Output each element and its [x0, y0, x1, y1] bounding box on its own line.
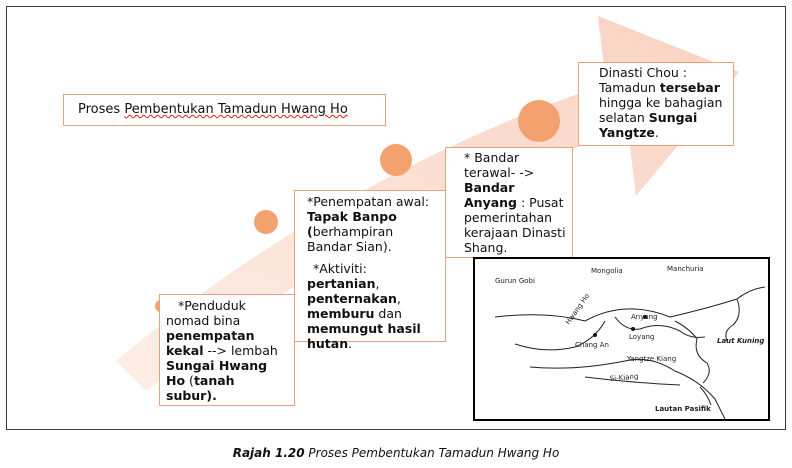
step2-l2b: pertanian [307, 276, 376, 291]
step2-l2h: memungut hasil hutan [307, 321, 421, 351]
map-label-hwang-ho: Hwang Ho [564, 292, 592, 327]
map-drawing [475, 259, 768, 419]
step2-l2c: , [375, 276, 380, 291]
step2-l2f: memburu [307, 306, 375, 321]
step-box-3 [445, 147, 573, 258]
title-prefix: Proses [78, 102, 125, 117]
map-label-lautan-pasifik: Lautan Pasifik [655, 405, 711, 413]
map-label-si-kiang: Si-Kiang [609, 372, 639, 383]
step1-text: Penduduk nomad bina [166, 298, 246, 328]
step-dot-3 [380, 144, 412, 176]
step2-line1 [307, 194, 435, 254]
step2-line2 [307, 261, 435, 351]
step2-l2a: *Aktiviti: [313, 261, 367, 276]
step4-a: Dinasti Chou : Tamadun [599, 65, 687, 95]
step-box-2 [294, 190, 446, 351]
step4-c: hingga ke bahagian selatan [599, 95, 723, 125]
step1-text3: ( [189, 373, 194, 388]
map-label-chang-an: Chang An [575, 341, 609, 349]
step2-l2e: , [396, 291, 401, 306]
map-label-laut-kuning: Laut Kuning [717, 337, 765, 345]
step2-l1d: berhampiran Bandar Sian). [307, 224, 394, 254]
step4-b: tersebar [659, 80, 720, 95]
map-dot-changan [593, 333, 597, 337]
step1-bold1: penempatan kekal [166, 328, 255, 358]
figure-caption [0, 446, 792, 460]
step-box-4 [578, 62, 734, 146]
step-dot-4 [518, 100, 560, 142]
step4-d: Sungai Yangtze [599, 110, 698, 140]
step-box-1 [159, 294, 295, 406]
step1-bold3: tanah subur). [166, 373, 235, 403]
step-dot-2 [254, 210, 278, 234]
map-label-yangtze: Yangtze Kiang [627, 355, 677, 363]
step3-a: * Bandar terawal- -> [464, 150, 535, 180]
step2-l2d: penternakan [307, 291, 397, 306]
map-label-loyang: Loyang [629, 333, 655, 341]
map-dot-loyang [631, 327, 635, 331]
step3-b: Bandar Anyang [464, 180, 518, 210]
caption-text: Proses Pembentukan Tamadun Hwang Ho [308, 446, 560, 460]
step2-l2i: . [348, 336, 353, 351]
step3-c: : Pusat pemerintahan kerajaan Dinasti Shang. [464, 195, 566, 255]
map-ancient-china [473, 257, 770, 421]
step2-l1c: ( [307, 224, 313, 239]
step1-star: * [178, 298, 185, 313]
map-label-gurun-gobi: Gurun Gobi [495, 277, 535, 285]
title-underlined: Pembentukan Tamadun Hwang Ho [124, 102, 348, 117]
step1-text2: --> lembah [203, 343, 278, 358]
step4-e: . [654, 125, 659, 140]
step1-bold2: Sungai Hwang Ho [166, 358, 268, 388]
step2-l2g: dan [374, 306, 402, 321]
map-label-manchuria: Manchuria [667, 265, 704, 273]
step2-l1b: Tapak Banpo [307, 209, 397, 224]
map-label-anyang: Anyang [631, 313, 658, 321]
diagram-title [63, 94, 386, 126]
step2-l1a: *Penempatan awal: [307, 194, 430, 209]
caption-label: Rajah 1.20 [232, 446, 305, 460]
map-label-mongolia: Mongolia [591, 267, 623, 275]
